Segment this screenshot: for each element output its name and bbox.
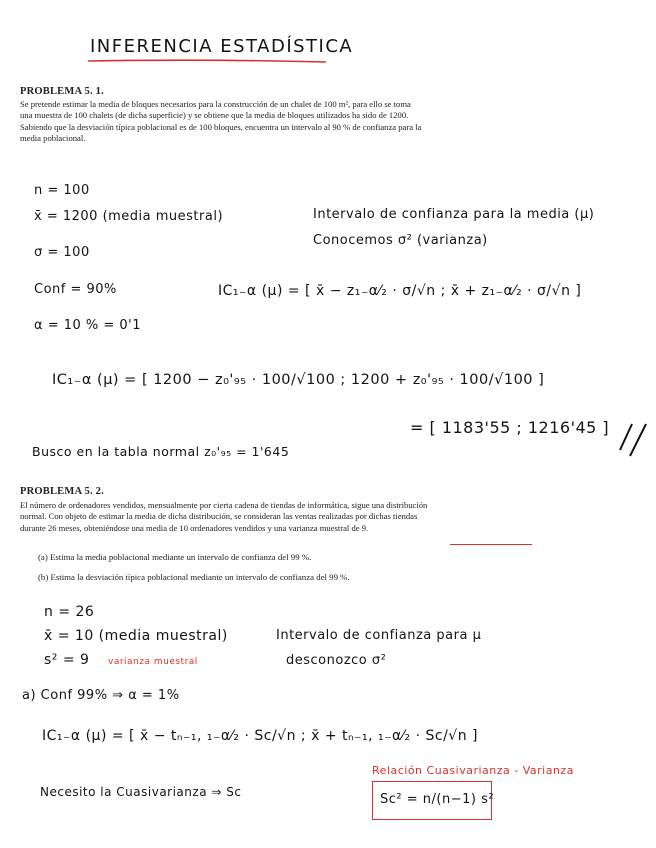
p1-xbar: x̄ = 1200 (media muestral) bbox=[34, 209, 224, 224]
problem1-line: una muestra de 100 chalets (de dicha superficie) y se obtiene que la media de bloques utilizados ha sido de 1200. bbox=[20, 110, 409, 121]
varianza-underline bbox=[450, 544, 532, 545]
p1-interval-title: Intervalo de confianza para la media (μ) bbox=[313, 207, 595, 222]
problem2-line: normal. Con objeto de estimar la media de dicha distribución, se consideran las ventas realizadas por dichas tiendas bbox=[20, 511, 418, 522]
problem2-statement bbox=[20, 500, 640, 534]
problem2-line: El número de ordenadores vendidos, mensualmente por cierta cadena de tiendas de informática, sigue una distribución bbox=[20, 500, 428, 510]
p1-table-lookup: Busco en la tabla normal z₀'₉₅ = 1'645 bbox=[32, 444, 290, 459]
problem1-statement bbox=[20, 99, 640, 144]
p2-relation-title: Relación Cuasivarianza - Varianza bbox=[372, 764, 574, 777]
problem1-line: media poblacional. bbox=[20, 132, 86, 143]
final-mark-icon bbox=[616, 420, 650, 460]
p2-part-a: a) Conf 99% ⇒ α = 1% bbox=[22, 688, 180, 703]
page-title: INFERENCIA ESTADÍSTICA bbox=[90, 36, 354, 57]
problem2-item-a: (a) Estima la media poblacional mediante un intervalo de confianza del 99 %. bbox=[38, 552, 312, 562]
p2-s2: s² = 9 bbox=[44, 652, 90, 668]
p2-need: Necesito la Cuasivarianza ⇒ Sc bbox=[40, 785, 242, 799]
p2-interval-title: Intervalo de confianza para μ bbox=[276, 628, 482, 643]
p2-s2-label: varianza muestral bbox=[108, 657, 198, 667]
p1-n: n = 100 bbox=[34, 183, 90, 198]
p2-unknown: desconozco σ² bbox=[286, 653, 387, 668]
problem2-line: durante 26 meses, obteniéndose una media de 10 ordenadores vendidos y una varianza muestral de 9. bbox=[20, 522, 369, 533]
p1-alpha: α = 10 % = 0'1 bbox=[34, 318, 142, 333]
p1-sigma: σ = 100 bbox=[34, 245, 90, 260]
p2-n: n = 26 bbox=[44, 604, 95, 620]
p2-formula: IC₁₋α (μ) = [ x̄ − tₙ₋₁, ₁₋α⁄₂ · Sc/√n ; x̄ + tₙ₋₁, ₁₋α⁄₂ · Sc/√n ] bbox=[42, 728, 479, 744]
p2-relation: Sc² = n/(n−1) s² bbox=[380, 792, 495, 807]
p1-substitution: IC₁₋α (μ) = [ 1200 − z₀'₉₅ · 100/√100 ; 1200 + z₀'₉₅ · 100/√100 ] bbox=[52, 372, 545, 388]
title-underline bbox=[88, 58, 328, 64]
p1-known: Conocemos σ² (varianza) bbox=[313, 233, 488, 248]
p1-formula: IC₁₋α (μ) = [ x̄ − z₁₋α⁄₂ · σ/√n ; x̄ + z₁₋α⁄₂ · σ/√n ] bbox=[218, 283, 582, 299]
problem1-line: Sabiendo que la desviación típica poblacional es de 100 bloques, encuentra un intervalo al 90 % de confianza para la bbox=[20, 121, 422, 132]
problem2-item-b: (b) Estima la desviación típica poblacional mediante un intervalo de confianza del 99 %. bbox=[38, 572, 350, 582]
p1-result: = [ 1183'55 ; 1216'45 ] bbox=[410, 418, 610, 437]
problem2-heading: PROBLEMA 5. 2. bbox=[20, 486, 104, 497]
p2-xbar: x̄ = 10 (media muestral) bbox=[44, 628, 228, 644]
problem1-heading: PROBLEMA 5. 1. bbox=[20, 86, 104, 97]
p1-conf: Conf = 90% bbox=[34, 282, 117, 297]
problem1-line: Se pretende estimar la media de bloques necesarios para la construcción de un chalet de 100 m², para ello se toma bbox=[20, 99, 411, 109]
